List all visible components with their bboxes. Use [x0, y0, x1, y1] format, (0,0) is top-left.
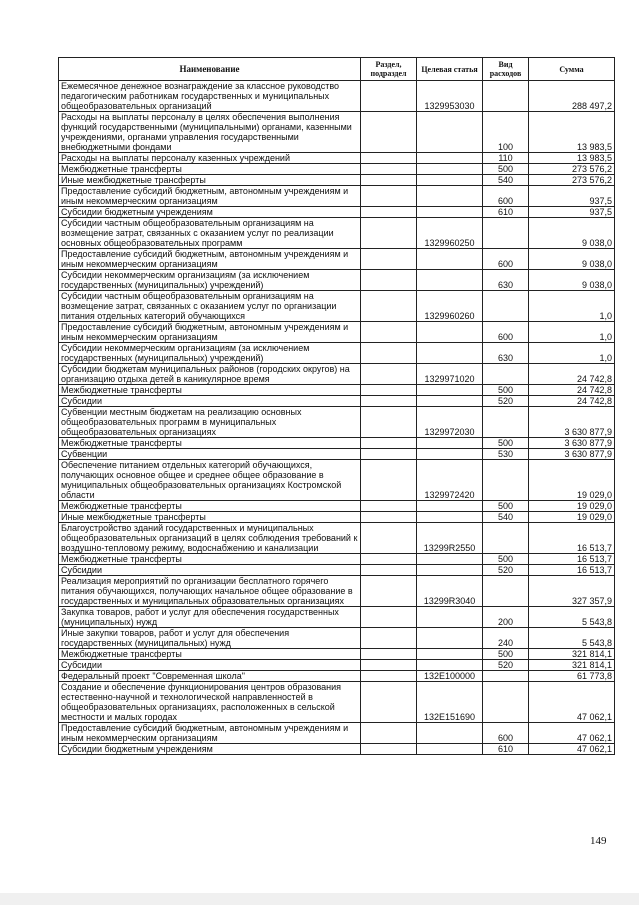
cell-section [361, 438, 417, 449]
cell-target [417, 501, 483, 512]
cell-name: Реализация мероприятий по организации бесплатного горячего питания обучающихся, получающих начальное общее образование в государственных и муниципальных образовательных организациях [59, 576, 361, 607]
cell-name: Субсидии [59, 565, 361, 576]
cell-section [361, 322, 417, 343]
cell-target [417, 153, 483, 164]
table-row [59, 364, 615, 385]
cell-name: Субсидии [59, 396, 361, 407]
cell-target [417, 723, 483, 744]
cell-kind: 540 [483, 175, 529, 186]
cell-name: Межбюджетные трансферты [59, 649, 361, 660]
cell-target [417, 607, 483, 628]
cell-section [361, 565, 417, 576]
document-page [58, 57, 614, 755]
cell-kind: 500 [483, 385, 529, 396]
cell-target [417, 554, 483, 565]
cell-kind [483, 671, 529, 682]
cell-target: 1329960250 [417, 218, 483, 249]
cell-target [417, 565, 483, 576]
table-row [59, 218, 615, 249]
cell-name: Субвенции местным бюджетам на реализацию основных общеобразовательных программ в муниципальных общеобразовательных организациях [59, 407, 361, 438]
cell-name: Расходы на выплаты персоналу казенных учреждений [59, 153, 361, 164]
table-row [59, 607, 615, 628]
cell-name: Иные закупки товаров, работ и услуг для обеспечения государственных (муниципальных) нужд [59, 628, 361, 649]
table-row [59, 164, 615, 175]
cell-target: 132E100000 [417, 671, 483, 682]
cell-target [417, 385, 483, 396]
cell-name: Межбюджетные трансферты [59, 554, 361, 565]
cell-name: Межбюджетные трансферты [59, 385, 361, 396]
cell-section [361, 744, 417, 755]
cell-kind: 540 [483, 512, 529, 523]
cell-name: Субсидии частным общеобразовательным организациям на возмещение затрат, связанных с оказанием услуг по реализации основных общеобразовательных программ [59, 218, 361, 249]
table-row [59, 660, 615, 671]
scan-bottom-edge [0, 893, 639, 905]
table-row [59, 291, 615, 322]
table-row [59, 153, 615, 164]
cell-sum: 61 773,8 [529, 671, 615, 682]
cell-sum: 16 513,7 [529, 523, 615, 554]
cell-section [361, 153, 417, 164]
cell-kind: 610 [483, 744, 529, 755]
cell-kind [483, 291, 529, 322]
table-row [59, 449, 615, 460]
cell-name: Субсидии некоммерческим организациям (за исключением государственных (муниципальных) учреждений) [59, 343, 361, 364]
cell-target: 1329960260 [417, 291, 483, 322]
cell-kind [483, 576, 529, 607]
cell-name: Предоставление субсидий бюджетным, автономным учреждениям и иным некоммерческим организациям [59, 186, 361, 207]
cell-section [361, 554, 417, 565]
cell-section [361, 649, 417, 660]
cell-sum: 937,5 [529, 186, 615, 207]
cell-section [361, 270, 417, 291]
cell-sum: 1,0 [529, 291, 615, 322]
cell-kind: 530 [483, 449, 529, 460]
cell-target: 1329971020 [417, 364, 483, 385]
table-row [59, 322, 615, 343]
cell-kind [483, 682, 529, 723]
cell-kind: 520 [483, 396, 529, 407]
cell-name: Закупка товаров, работ и услуг для обеспечения государственных (муниципальных) нужд [59, 607, 361, 628]
cell-section [361, 385, 417, 396]
header-section: Раздел, подраздел [361, 58, 417, 81]
cell-target [417, 207, 483, 218]
cell-kind: 500 [483, 501, 529, 512]
header-name: Наименование [59, 58, 361, 81]
cell-sum: 24 742,8 [529, 364, 615, 385]
header-kind: Вид расходов [483, 58, 529, 81]
cell-sum: 13 983,5 [529, 112, 615, 153]
cell-sum: 19 029,0 [529, 501, 615, 512]
cell-sum: 273 576,2 [529, 164, 615, 175]
cell-kind: 200 [483, 607, 529, 628]
cell-section [361, 291, 417, 322]
cell-name: Иные межбюджетные трансферты [59, 175, 361, 186]
table-header-row [59, 58, 615, 81]
table-row [59, 81, 615, 112]
cell-target [417, 512, 483, 523]
cell-section [361, 207, 417, 218]
table-row [59, 649, 615, 660]
cell-sum: 19 029,0 [529, 460, 615, 501]
cell-name: Предоставление субсидий бюджетным, автономным учреждениям и иным некоммерческим организациям [59, 723, 361, 744]
cell-kind: 500 [483, 164, 529, 175]
cell-target [417, 186, 483, 207]
cell-target [417, 343, 483, 364]
cell-name: Иные межбюджетные трансферты [59, 512, 361, 523]
cell-kind: 110 [483, 153, 529, 164]
table-row [59, 186, 615, 207]
cell-target: 1329972420 [417, 460, 483, 501]
cell-sum: 24 742,8 [529, 396, 615, 407]
cell-name: Ежемесячное денежное вознаграждение за классное руководство педагогическим работникам государственных и муниципальных общеобразовательных организаций [59, 81, 361, 112]
cell-sum: 273 576,2 [529, 175, 615, 186]
cell-section [361, 364, 417, 385]
cell-section [361, 186, 417, 207]
cell-name: Субсидии бюджетам муниципальных районов (городских округов) на организацию отдыха детей в каникулярное время [59, 364, 361, 385]
cell-section [361, 164, 417, 175]
cell-section [361, 407, 417, 438]
table-row [59, 512, 615, 523]
cell-section [361, 449, 417, 460]
table-row [59, 501, 615, 512]
cell-kind: 630 [483, 343, 529, 364]
cell-kind: 100 [483, 112, 529, 153]
cell-section [361, 682, 417, 723]
table-row [59, 723, 615, 744]
cell-section [361, 460, 417, 501]
cell-kind: 240 [483, 628, 529, 649]
cell-target: 132E151690 [417, 682, 483, 723]
table-row [59, 396, 615, 407]
table-row [59, 628, 615, 649]
table-row [59, 175, 615, 186]
cell-sum: 5 543,8 [529, 607, 615, 628]
cell-sum: 47 062,1 [529, 723, 615, 744]
cell-name: Межбюджетные трансферты [59, 501, 361, 512]
cell-kind: 630 [483, 270, 529, 291]
cell-name: Федеральный проект "Современная школа" [59, 671, 361, 682]
cell-section [361, 723, 417, 744]
cell-section [361, 576, 417, 607]
cell-section [361, 607, 417, 628]
cell-section [361, 501, 417, 512]
cell-target: 1329972030 [417, 407, 483, 438]
table-row [59, 112, 615, 153]
cell-kind: 520 [483, 660, 529, 671]
cell-name: Субсидии частным общеобразовательным организациям на возмещение затрат, связанных с оказанием услуг по организации питания отдельных категорий обучающихся [59, 291, 361, 322]
cell-target [417, 175, 483, 186]
cell-target [417, 322, 483, 343]
cell-kind [483, 407, 529, 438]
cell-section [361, 81, 417, 112]
cell-kind: 600 [483, 322, 529, 343]
cell-kind: 500 [483, 554, 529, 565]
cell-kind [483, 81, 529, 112]
cell-sum: 16 513,7 [529, 565, 615, 576]
table-row [59, 554, 615, 565]
table-row [59, 576, 615, 607]
cell-target [417, 396, 483, 407]
cell-name: Благоустройство зданий государственных и муниципальных общеобразовательных организаций в целях соблюдения требований к воздушно-тепловому режиму, водоснабжению и канализации [59, 523, 361, 554]
cell-sum: 13 983,5 [529, 153, 615, 164]
cell-target [417, 112, 483, 153]
cell-sum: 5 543,8 [529, 628, 615, 649]
cell-name: Субсидии бюджетным учреждениям [59, 744, 361, 755]
table-row [59, 744, 615, 755]
cell-target: 13299R2550 [417, 523, 483, 554]
cell-name: Субсидии бюджетным учреждениям [59, 207, 361, 218]
cell-target [417, 449, 483, 460]
cell-name: Обеспечение питанием отдельных категорий обучающихся, получающих основное общее и среднее общее образование в муниципальных общеобразовательных организациях Костромской области [59, 460, 361, 501]
cell-sum: 321 814,1 [529, 649, 615, 660]
cell-section [361, 343, 417, 364]
cell-target [417, 744, 483, 755]
cell-target [417, 649, 483, 660]
cell-sum: 321 814,1 [529, 660, 615, 671]
cell-kind: 500 [483, 649, 529, 660]
cell-section [361, 660, 417, 671]
cell-section [361, 112, 417, 153]
cell-sum: 47 062,1 [529, 682, 615, 723]
cell-section [361, 218, 417, 249]
cell-name: Расходы на выплаты персоналу в целях обеспечения выполнения функций государственными (муниципальными) органами, казенными учреждениями, органами управления государственными внебюджетными фондами [59, 112, 361, 153]
cell-kind: 610 [483, 207, 529, 218]
table-body [59, 81, 615, 755]
cell-sum: 9 038,0 [529, 218, 615, 249]
cell-name: Создание и обеспечение функционирования центров образования естественно-научной и технологической направленностей в общеобразовательных организациях, расположенных в сельской местности и малых городах [59, 682, 361, 723]
cell-name: Предоставление субсидий бюджетным, автономным учреждениям и иным некоммерческим организациям [59, 322, 361, 343]
cell-target [417, 438, 483, 449]
cell-name: Межбюджетные трансферты [59, 164, 361, 175]
cell-sum: 3 630 877,9 [529, 438, 615, 449]
table-row [59, 523, 615, 554]
cell-name: Предоставление субсидий бюджетным, автономным учреждениям и иным некоммерческим организациям [59, 249, 361, 270]
cell-kind: 500 [483, 438, 529, 449]
cell-kind [483, 523, 529, 554]
cell-kind: 600 [483, 186, 529, 207]
table-row [59, 207, 615, 218]
table-row [59, 407, 615, 438]
cell-target: 13299R3040 [417, 576, 483, 607]
table-row [59, 682, 615, 723]
table-row [59, 270, 615, 291]
header-target: Целевая статья [417, 58, 483, 81]
cell-kind: 600 [483, 249, 529, 270]
cell-section [361, 175, 417, 186]
cell-name: Субвенции [59, 449, 361, 460]
cell-sum: 9 038,0 [529, 270, 615, 291]
cell-section [361, 512, 417, 523]
cell-name: Межбюджетные трансферты [59, 438, 361, 449]
cell-name: Субсидии некоммерческим организациям (за исключением государственных (муниципальных) учреждений) [59, 270, 361, 291]
cell-sum: 24 742,8 [529, 385, 615, 396]
cell-sum: 3 630 877,9 [529, 449, 615, 460]
cell-section [361, 396, 417, 407]
cell-target [417, 249, 483, 270]
cell-kind [483, 460, 529, 501]
cell-target [417, 270, 483, 291]
cell-kind: 520 [483, 565, 529, 576]
cell-target [417, 164, 483, 175]
cell-sum: 3 630 877,9 [529, 407, 615, 438]
table-row [59, 671, 615, 682]
budget-table [58, 57, 615, 755]
cell-target [417, 628, 483, 649]
cell-target [417, 660, 483, 671]
cell-target: 1329953030 [417, 81, 483, 112]
cell-section [361, 523, 417, 554]
cell-sum: 47 062,1 [529, 744, 615, 755]
cell-kind [483, 364, 529, 385]
cell-sum: 1,0 [529, 322, 615, 343]
table-row [59, 460, 615, 501]
cell-sum: 1,0 [529, 343, 615, 364]
table-row [59, 565, 615, 576]
cell-section [361, 671, 417, 682]
cell-name: Субсидии [59, 660, 361, 671]
header-sum: Сумма [529, 58, 615, 81]
cell-section [361, 249, 417, 270]
page-number: 149 [590, 835, 607, 847]
cell-sum: 9 038,0 [529, 249, 615, 270]
table-row [59, 438, 615, 449]
cell-sum: 937,5 [529, 207, 615, 218]
cell-section [361, 628, 417, 649]
table-row [59, 249, 615, 270]
cell-kind [483, 218, 529, 249]
cell-sum: 327 357,9 [529, 576, 615, 607]
table-row [59, 343, 615, 364]
table-row [59, 385, 615, 396]
cell-sum: 16 513,7 [529, 554, 615, 565]
cell-sum: 19 029,0 [529, 512, 615, 523]
cell-sum: 288 497,2 [529, 81, 615, 112]
cell-kind: 600 [483, 723, 529, 744]
